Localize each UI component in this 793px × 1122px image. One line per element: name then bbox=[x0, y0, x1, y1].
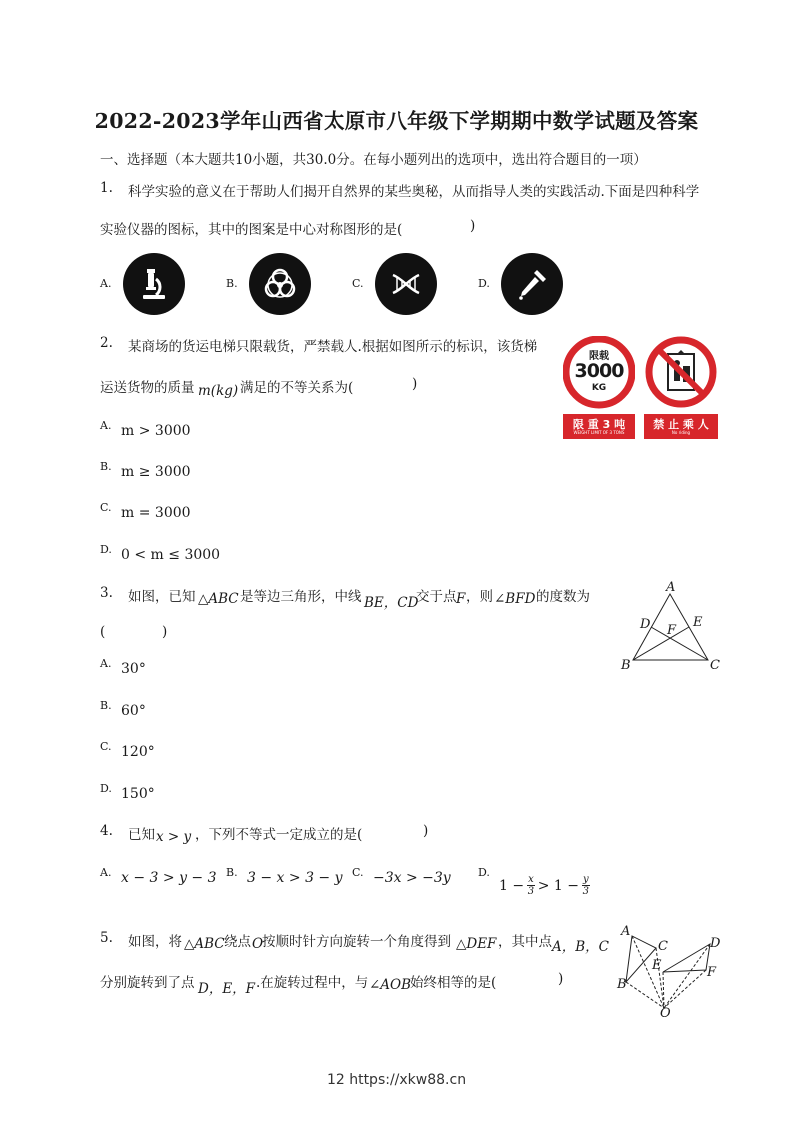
q3-label-e: E bbox=[693, 615, 703, 630]
q1-option-d-label: D. bbox=[478, 277, 490, 290]
q5-line2-a: 分别旋转到了点 bbox=[100, 975, 195, 991]
q2-number: 2. bbox=[100, 335, 113, 351]
q5-triangle-abc: △ABC bbox=[184, 936, 225, 952]
q3-option-a-value: 30° bbox=[121, 661, 146, 677]
q3-option-b-label: B. bbox=[100, 699, 112, 712]
q2-option-b-label: B. bbox=[100, 460, 112, 473]
q3-text-5: 的度数为 bbox=[536, 589, 590, 605]
q3-angle-bfd: ∠BFD bbox=[494, 591, 536, 607]
q1-option-a-label: A. bbox=[100, 277, 112, 290]
q5-label-e: E bbox=[652, 958, 662, 973]
q3-label-f: F bbox=[667, 623, 677, 638]
q4-option-d-value bbox=[499, 874, 590, 897]
q5-text-2: 绕点 bbox=[224, 934, 251, 950]
q3-open-paren: ( bbox=[100, 624, 106, 640]
q3-number: 3. bbox=[100, 585, 113, 601]
q4-text-1: 已知 bbox=[128, 827, 155, 843]
q3-label-d: D bbox=[640, 617, 651, 632]
q1-line2: 实验仪器的图标，其中的图案是中心对称图形的是( bbox=[100, 222, 403, 238]
q5-line2-c: 始终相等的是( bbox=[410, 975, 497, 991]
q1-option-b-label: B. bbox=[226, 277, 238, 290]
weight-sign-banner-en: WEIGHT LIMIT OF 3 TONS bbox=[573, 430, 625, 435]
dna-icon bbox=[375, 253, 437, 315]
q5-label-a: A bbox=[621, 924, 631, 939]
q5-number: 5. bbox=[100, 930, 113, 946]
q2-option-a-label: A. bbox=[100, 419, 112, 432]
q4-option-b-label: B. bbox=[226, 866, 238, 879]
q5-label-c: C bbox=[658, 939, 668, 954]
q4-close-paren: ) bbox=[423, 823, 429, 839]
q2-option-b-value: m ≥ 3000 bbox=[121, 464, 191, 480]
q4-option-c-label: C. bbox=[352, 866, 364, 879]
q3-text-1: 如图，已知 bbox=[128, 589, 196, 605]
no-riding-banner: 禁 止 乘 人 bbox=[653, 418, 709, 431]
q5-label-o: O bbox=[660, 1006, 671, 1021]
weight-sign-top-label: 限载 bbox=[589, 351, 609, 362]
q4-text-2: ，下列不等式一定成立的是( bbox=[195, 827, 363, 843]
q4-condition: x > y bbox=[156, 829, 192, 845]
weight-sign-unit: KG bbox=[591, 383, 607, 393]
q3-option-d-label: D. bbox=[100, 782, 112, 795]
q3-option-b-value: 60° bbox=[121, 703, 146, 719]
q4-option-c-value: −3x > −3y bbox=[373, 870, 451, 886]
q4-option-a-label: A. bbox=[100, 866, 112, 879]
q3-label-b: B bbox=[621, 658, 631, 673]
q3-text-3: 交于点 bbox=[416, 589, 457, 605]
q2-option-a-value: m > 3000 bbox=[121, 423, 191, 439]
q5-angle-aob: ∠AOB bbox=[369, 977, 412, 993]
q4-option-d-label: D. bbox=[478, 866, 490, 879]
q4-d-part1: 1 − bbox=[499, 877, 525, 894]
q4-option-b-value: 3 − x > 3 − y bbox=[247, 870, 343, 886]
q4-d-fraction-y: $\frac{y}{3}$ bbox=[582, 874, 590, 897]
q5-text-4: ，其中点 bbox=[498, 934, 552, 950]
q2-var-m: m(kg) bbox=[198, 383, 239, 399]
q2-option-d-value: 0 < m ≤ 3000 bbox=[121, 547, 221, 563]
q5-label-d: D bbox=[710, 936, 721, 951]
q2-line1: 某商场的货运电梯只限载货，严禁载人.根据如图所示的标识，该货梯 bbox=[128, 339, 538, 355]
dropper-icon bbox=[501, 253, 563, 315]
q5-points-def: D，E，F bbox=[198, 981, 256, 997]
q3-medians: BE，CD bbox=[364, 595, 419, 611]
q3-option-c-value: 120° bbox=[121, 744, 155, 760]
q5-rotation-figure bbox=[614, 924, 726, 1022]
q5-close-paren: ) bbox=[558, 971, 564, 987]
weight-sign-value: 3000 bbox=[574, 360, 624, 382]
q4-d-part2: > 1 − bbox=[537, 877, 580, 894]
q2-line2-a: 运送货物的质量 bbox=[100, 380, 195, 396]
microscope-icon bbox=[123, 253, 185, 315]
q3-point-f: F bbox=[456, 591, 466, 607]
q3-text-2: 是等边三角形，中线 bbox=[240, 589, 362, 605]
q4-d-fraction-x: $\frac{x}{3}$ bbox=[527, 874, 535, 897]
q2-option-c-value: m = 3000 bbox=[121, 505, 191, 521]
q3-triangle-figure bbox=[615, 578, 725, 676]
page-title: 2022-2023学年山西省太原市八年级下学期期中数学试题及答案 bbox=[94, 109, 699, 133]
q2-line2-b: 满足的不等关系为( bbox=[240, 380, 354, 396]
section-heading: 一、选择题（本大题共10小题，共30.0分。在每小题列出的选项中，选出符合题目的一项） bbox=[100, 152, 647, 168]
q5-text-1: 如图，将 bbox=[128, 934, 182, 950]
biohazard-icon bbox=[249, 253, 311, 315]
q1-number: 1. bbox=[100, 180, 113, 196]
q5-label-f: F bbox=[707, 965, 717, 980]
q5-line2-b: .在旋转过程中，与 bbox=[256, 975, 369, 991]
q5-points-abc: A，B，C bbox=[552, 939, 609, 955]
weight-sign-banner: 限 重 3 吨 bbox=[572, 418, 626, 431]
q1-line1: 科学实验的意义在于帮助人们揭开自然界的某些奥秘，从而指导人类的实践活动.下面是四种科学 bbox=[128, 184, 700, 200]
q5-label-b: B bbox=[617, 977, 627, 992]
q3-label-c: C bbox=[710, 658, 720, 673]
q2-option-d-label: D. bbox=[100, 543, 112, 556]
q5-text-3: 按顺时针方向旋转一个角度得到 bbox=[262, 934, 451, 950]
q4-number: 4. bbox=[100, 823, 113, 839]
no-riding-banner-en: No riding bbox=[671, 430, 691, 435]
no-riding-sign bbox=[644, 336, 718, 439]
q2-option-c-label: C. bbox=[100, 501, 112, 514]
q1-close-paren: ) bbox=[470, 218, 476, 234]
q3-label-a: A bbox=[666, 580, 676, 595]
q3-triangle-abc: △ABC bbox=[198, 591, 239, 607]
q5-triangle-def: △DEF bbox=[456, 936, 497, 952]
q5-point-o: O bbox=[252, 936, 264, 952]
q3-close-paren: ) bbox=[162, 624, 168, 640]
q3-option-d-value: 150° bbox=[121, 786, 155, 802]
q2-close-paren: ) bbox=[412, 376, 418, 392]
q4-option-a-value: x − 3 > y − 3 bbox=[121, 870, 217, 886]
weight-limit-sign bbox=[563, 336, 635, 439]
q3-option-c-label: C. bbox=[100, 740, 112, 753]
page-footer[interactable]: 12 https://xkw88.cn bbox=[326, 1072, 467, 1088]
q3-option-a-label: A. bbox=[100, 657, 112, 670]
q1-option-c-label: C. bbox=[352, 277, 364, 290]
q3-text-4: ，则 bbox=[466, 589, 493, 605]
